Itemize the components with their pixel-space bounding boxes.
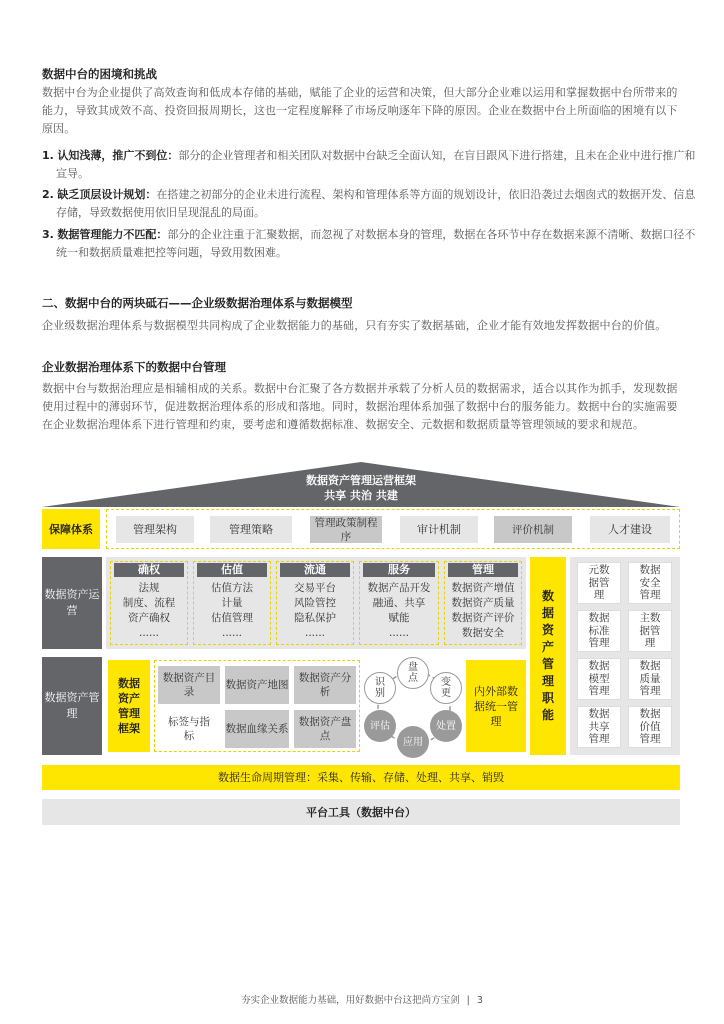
challenge-heading: 缺乏顶层设计规划：: [57, 188, 157, 201]
cycle-step: 评估: [364, 710, 396, 742]
challenge-text: 在搭建之初部分的企业未进行流程、架构和管理体系等方面的规划设计，依旧沿袭过去烟囱式的数据开发、信息存储，导致数据使用依旧呈现混乱的局面。: [56, 188, 696, 219]
operation-col-lines: [276, 581, 354, 641]
duty-item: 数据共享管理: [577, 706, 621, 748]
operation-line: 估值管理: [211, 612, 253, 624]
roof-title: 数据资产管理运营框架: [306, 474, 416, 487]
operation-line: 法规: [138, 582, 160, 594]
operation-col-lines: [444, 581, 522, 641]
operation-line: 交易平台: [294, 582, 336, 594]
cycle-step: 识别: [364, 672, 396, 704]
challenge-item-2: [42, 186, 696, 222]
cycle-step: 变更: [430, 672, 462, 704]
operation-line: 资产确权: [128, 612, 170, 624]
challenges-intro: 数据中台为企业提供了高效查询和低成本存储的基础，赋能了企业的运营和决策，但大部分企业难以运用和掌握数据中台所带来的能力，导致其成效不高、投资回报周期长，这也一定程度解释了市场反响逐年下降的原因。企业在数据中台上所面临的困境有以下原因。: [42, 86, 678, 135]
operation-line: 隐私保护: [294, 612, 336, 624]
operation-line: 估值方法: [211, 582, 253, 594]
footer-divider: |: [466, 995, 470, 1006]
cornerstones-intro: 企业级数据治理体系与数据模型共同构成了企业数据能力的基础，只有夯实了数据基础，企业才能有效地发挥数据中台的价值。: [42, 319, 667, 332]
operation-line: 数据安全: [462, 627, 504, 639]
challenge-item-3: [42, 226, 696, 262]
challenge-text: 部分的企业注重于汇聚数据，而忽视了对数据本身的管理，数据在各环节中存在数据来源不清晰、数据口径不统一和数据质量难把控等问题，导致用数困难。: [56, 228, 696, 259]
duty-item: 数据标准管理: [577, 610, 621, 652]
guarantee-item: 审计机制: [400, 516, 478, 543]
subsection-body: 数据中台与数据治理应是相辅相成的关系。数据中台汇聚了各方数据并承载了分析人员的数据需求，适合以其作为抓手，发现数据使用过程中的薄弱环节，促进数据治理体系的形成和落地。同时，数据治理体系加强了数据中台的服务能力。数据中台的实施需要在企业数据治理体系下进行管理和约束，要考虑和遵循数据标准、数据安全、元数据和数据质量等管理领域的要求和规范。: [42, 382, 678, 431]
operation-line: 制度、流程: [122, 597, 176, 609]
operation-line: ......: [138, 627, 160, 639]
roof-subtitle: 共享 共治 共建: [324, 489, 398, 502]
operation-line: 数据资产质量: [451, 597, 515, 609]
duty-item: 主数据管理: [628, 610, 672, 652]
guarantee-item: 管理架构: [116, 516, 194, 543]
operation-line: 融通、共享: [372, 597, 426, 609]
operation-line: ......: [304, 627, 326, 639]
unify-label: 内外部数据统一管理: [466, 660, 526, 752]
operation-line: 赋能: [388, 612, 410, 624]
challenge-num: 1.: [42, 149, 54, 162]
operation-col-head: 估值: [197, 563, 267, 577]
challenge-text: 部分的企业管理者和相关团队对数据中台缺乏全面认知，在盲目跟风下进行搭建，且未在企业中进行推广和宣导。: [56, 149, 696, 180]
operation-col-head: 确权: [114, 563, 184, 577]
guarantee-item: 管理策略: [210, 516, 292, 543]
lifecycle-bar: 数据生命周期管理：采集、传输、存储、处理、共享、销毁: [42, 765, 680, 790]
operation-col-lines: [359, 581, 439, 641]
cycle-step: 应用: [397, 726, 429, 758]
subsection-title: 企业数据治理体系下的数据中台管理: [42, 360, 226, 374]
platform-bar: 平台工具（数据中台）: [42, 799, 680, 825]
challenge-item-1: [42, 147, 696, 183]
operation-line: 数据产品开发: [367, 582, 431, 594]
framework-item: 数据资产目录: [158, 666, 220, 704]
challenge-heading: 数据管理能力不匹配：: [57, 228, 168, 241]
duty-item: 数据模型管理: [577, 658, 621, 700]
guarantee-label: 保障体系: [42, 509, 100, 549]
section-title-challenges: 数据中台的困境和挑战: [42, 67, 157, 81]
duty-label: 数据资产管理职能: [530, 557, 566, 755]
challenge-heading: 认知浅薄，推广不到位：: [57, 149, 179, 162]
operation-line: 数据资产评价: [451, 612, 515, 624]
operation-line: ......: [388, 627, 410, 639]
cycle-step: 盘点: [397, 657, 429, 689]
cycle-step: 处置: [430, 710, 462, 742]
guarantee-item: 评价机制: [494, 516, 572, 543]
operation-label: 数据资产运营: [42, 557, 102, 649]
operation-col-head: 管理: [448, 563, 518, 577]
operation-col-head: 流通: [280, 563, 350, 577]
operation-line: 计量: [221, 597, 243, 609]
framework-item: 数据资产地图: [225, 666, 289, 704]
operation-line: 数据资产增值: [451, 582, 515, 594]
duty-item: 元数据管理: [577, 562, 621, 604]
management-label: 数据资产管理: [42, 657, 102, 755]
page-number: 3: [476, 995, 483, 1006]
operation-line: 风险管控: [294, 597, 336, 609]
guarantee-item: 管理政策制程序: [310, 516, 382, 543]
framework-item: 数据血缘关系: [225, 710, 289, 748]
guarantee-item: 人才建设: [590, 516, 670, 543]
framework-item: 数据资产盘点: [294, 710, 356, 748]
framework-item: 标签与指标: [168, 716, 210, 742]
operation-col-lines: [193, 581, 271, 641]
challenge-num: 3.: [42, 228, 54, 241]
operation-col-lines: [110, 581, 188, 641]
footer-text: 夯实企业数据能力基础，用好数据中台这把尚方宝剑: [241, 995, 460, 1006]
duty-item: 数据质量管理: [628, 658, 672, 700]
duty-item: 数据价值管理: [628, 706, 672, 748]
duty-item: 数据安全管理: [628, 562, 672, 604]
challenge-num: 2.: [42, 188, 54, 201]
page-footer: [0, 992, 724, 1006]
framework-item: 数据资产分析: [294, 666, 356, 704]
operation-line: ......: [221, 627, 243, 639]
framework-label: 数据资产管理框架: [108, 660, 150, 752]
section-title-cornerstones: 二、数据中台的两块砥石——企业级数据治理体系与数据模型: [42, 296, 353, 310]
operation-col-head: 服务: [363, 563, 435, 577]
